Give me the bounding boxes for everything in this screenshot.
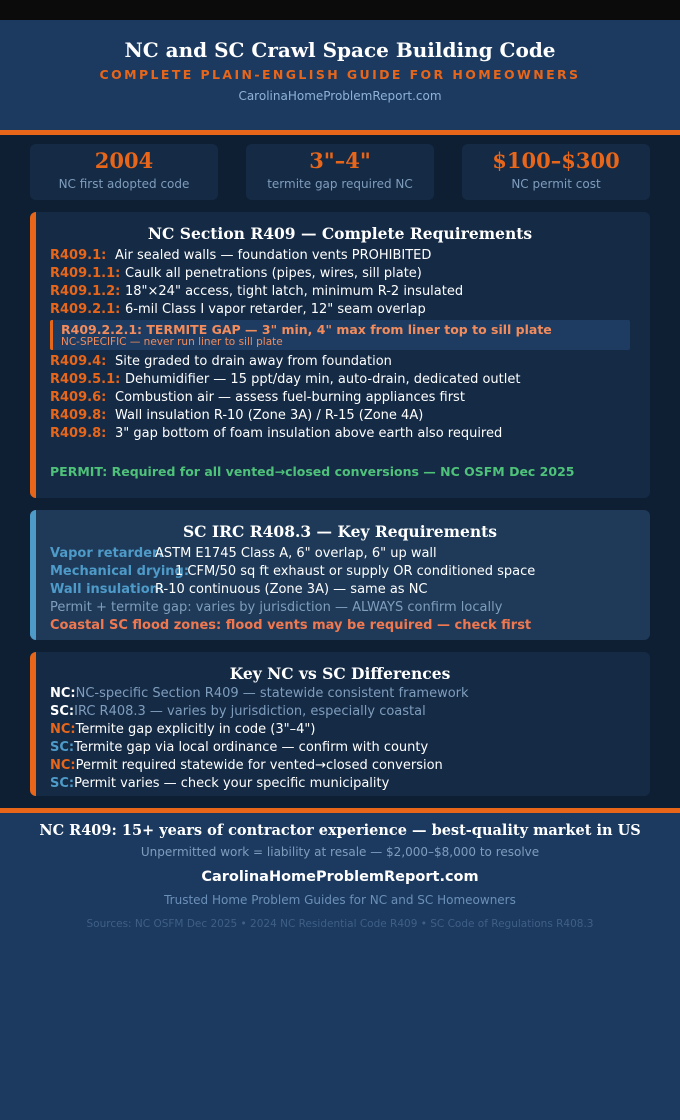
differences-card — [30, 652, 650, 796]
code-label: R409.6: — [50, 390, 107, 405]
code-label: R409.4: — [50, 354, 107, 369]
nc-requirements-card — [30, 212, 650, 498]
difference-text: Termite gap via local ordinance — confirm with county — [74, 740, 429, 755]
stat-label: NC permit cost — [511, 177, 601, 191]
code-label: R409.2.1: — [50, 302, 121, 317]
differences-card-title: Key NC vs SC Differences — [229, 664, 451, 683]
nc-requirement-row — [50, 426, 502, 441]
stat-card-year — [30, 144, 218, 200]
state-key: NC: — [50, 758, 76, 773]
header-site-name: CarolinaHomeProblemReport.com — [238, 89, 442, 103]
difference-row — [50, 704, 426, 719]
difference-text: Permit required statewide for vented→closed conversion — [75, 758, 443, 773]
requirement-text: Combustion air — assess fuel-burning appliances first — [115, 390, 465, 405]
footer-site-link[interactable]: CarolinaHomeProblemReport.com — [201, 869, 479, 885]
code-label: R409.1: — [50, 248, 107, 263]
requirement-key: Vapor retarder: — [50, 546, 164, 561]
termite-gap-text: R409.2.2.1: TERMITE GAP — 3" min, 4" max from liner top to sill plate — [61, 322, 552, 337]
difference-row — [50, 758, 443, 773]
code-label: R409.5.1: — [50, 372, 121, 387]
stat-value: 2004 — [94, 148, 154, 173]
sc-flood-warning: Coastal SC flood zones: flood vents may be required — check first — [50, 618, 532, 633]
page-subtitle: COMPLETE PLAIN-ENGLISH GUIDE FOR HOMEOWNERS — [99, 67, 581, 82]
requirement-text: Air sealed walls — foundation vents PROHIBITED — [115, 248, 432, 263]
requirement-text: 18"×24" access, tight latch, minimum R-2 insulated — [125, 284, 464, 299]
requirement-key: Mechanical drying: — [50, 564, 190, 579]
difference-text: Permit varies — check your specific municipality — [74, 776, 390, 791]
page-footer — [0, 813, 680, 1120]
difference-text: IRC R408.3 — varies by jurisdiction, especially coastal — [74, 704, 426, 719]
stat-label: termite gap required NC — [267, 177, 413, 191]
nc-requirement-row — [50, 248, 431, 263]
requirement-text: 6-mil Class I vapor retarder, 12" seam overlap — [125, 302, 426, 317]
card-accent-bar — [30, 212, 36, 498]
sc-requirement-row — [50, 582, 428, 597]
difference-text: NC-specific Section R409 — statewide consistent framework — [75, 686, 469, 701]
stat-value: $100–$300 — [492, 148, 620, 173]
requirement-text: 3" gap bottom of foam insulation above earth also required — [115, 426, 503, 441]
termite-gap-highlight — [50, 320, 630, 350]
code-label: R409.8: — [50, 426, 107, 441]
main-content — [0, 135, 680, 808]
nc-card-title: NC Section R409 — Complete Requirements — [147, 224, 533, 243]
requirement-text: R-10 continuous (Zone 3A) — same as NC — [155, 582, 428, 597]
requirement-text: 1 CFM/50 sq ft exhaust or supply OR conditioned space — [175, 564, 536, 579]
requirement-text: Wall insulation R-10 (Zone 3A) / R-15 (Zone 4A) — [115, 408, 424, 423]
difference-row — [50, 740, 428, 755]
difference-row — [50, 776, 389, 791]
sc-requirements-card — [30, 510, 650, 640]
state-key: NC: — [50, 722, 76, 737]
state-key: SC: — [50, 740, 75, 755]
requirement-text: Dehumidifier — 15 ppt/day min, auto-drain, dedicated outlet — [125, 372, 521, 387]
state-key: SC: — [50, 704, 75, 719]
nc-requirement-row — [50, 408, 423, 423]
termite-gap-note: NC-SPECIFIC — never run liner to sill plate — [61, 336, 283, 348]
nc-requirement-row — [50, 372, 520, 387]
state-key: SC: — [50, 776, 75, 791]
code-label: R409.1.2: — [50, 284, 121, 299]
sc-jurisdiction-note: Permit + termite gap: varies by jurisdiction — ALWAYS confirm locally — [50, 600, 503, 615]
stat-value: 3"–4" — [309, 148, 371, 173]
top-dark-band — [0, 0, 680, 20]
sc-requirement-row — [50, 564, 535, 579]
difference-row — [50, 722, 315, 737]
stat-card-termite-gap — [246, 144, 434, 200]
nc-requirement-row — [50, 390, 465, 405]
footer-tagline: Trusted Home Problem Guides for NC and SC Homeowners — [164, 893, 516, 907]
code-label: R409.1.1: — [50, 266, 121, 281]
state-key: NC: — [50, 686, 76, 701]
code-label: R409.8: — [50, 408, 107, 423]
sc-requirement-row — [50, 546, 437, 561]
requirement-text: ASTM E1745 Class A, 6" overlap, 6" up wall — [155, 546, 437, 561]
nc-requirement-row — [50, 354, 392, 369]
nc-permit-note: PERMIT: Required for all vented→closed conversions — NC OSFM Dec 2025 — [50, 464, 575, 479]
footer-headline: NC R409: 15+ years of contractor experience — best-quality market in US — [39, 822, 641, 839]
requirement-key: Wall insulation: — [50, 582, 165, 597]
stat-label: NC first adopted code — [58, 177, 190, 191]
difference-row — [50, 686, 469, 701]
nc-requirement-row — [50, 266, 422, 281]
difference-text: Termite gap explicitly in code (3"–4") — [75, 722, 316, 737]
sc-card-title: SC IRC R408.3 — Key Requirements — [182, 522, 498, 541]
page-title: NC and SC Crawl Space Building Code — [124, 38, 556, 62]
nc-requirement-row — [50, 302, 426, 317]
requirement-text: Site graded to drain away from foundation — [115, 354, 392, 369]
requirement-text: Caulk all penetrations (pipes, wires, sill plate) — [125, 266, 422, 281]
stat-card-permit-cost — [462, 144, 650, 200]
footer-sources: Sources: NC OSFM Dec 2025 • 2024 NC Residential Code R409 • SC Code of Regulations R408.3 — [86, 918, 594, 930]
nc-requirement-row — [50, 284, 463, 299]
page-header — [0, 20, 680, 130]
footer-liability-note: Unpermitted work = liability at resale — $2,000–$8,000 to resolve — [140, 845, 540, 859]
